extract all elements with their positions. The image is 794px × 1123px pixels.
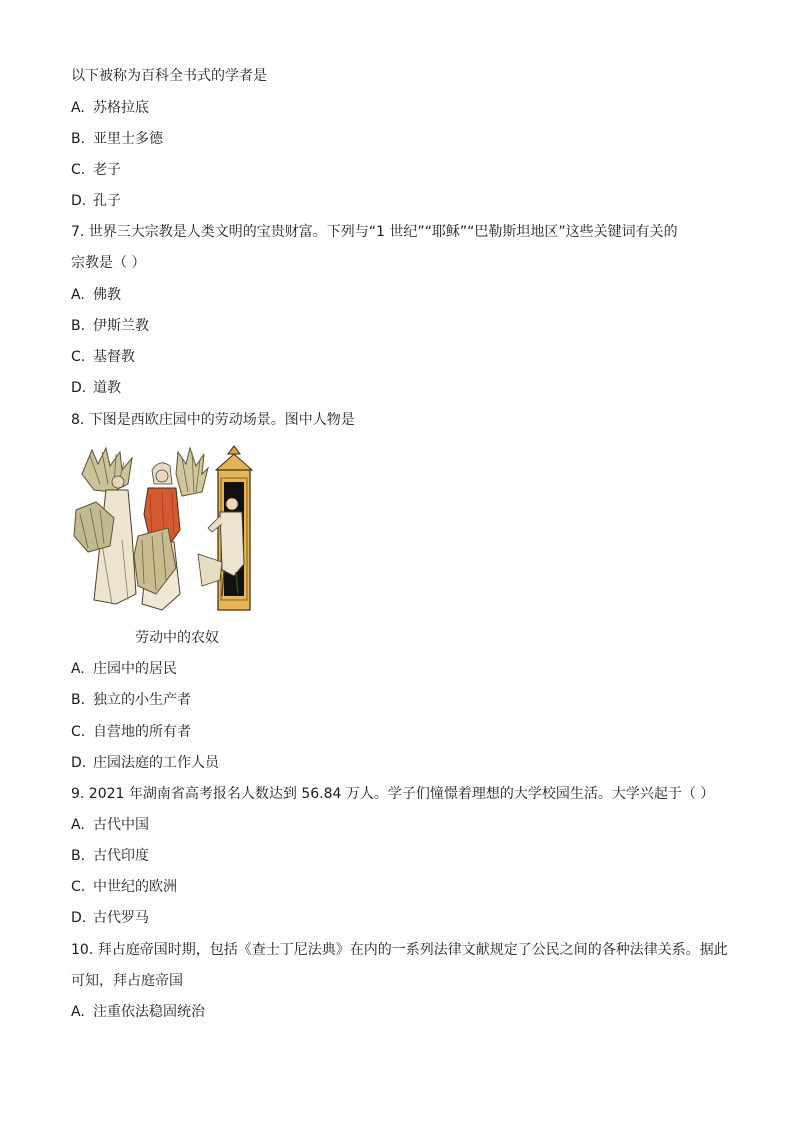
option-letter: D. xyxy=(71,910,87,926)
option-letter: B. xyxy=(71,848,86,864)
option-text: 基督教 xyxy=(93,349,135,365)
option-text: 中世纪的欧洲 xyxy=(93,879,177,895)
q9-option-c xyxy=(71,878,177,896)
q6-option-a xyxy=(71,99,149,117)
option-text: 孔子 xyxy=(93,193,121,209)
option-text: 庄园中的居民 xyxy=(93,661,177,677)
q8-option-d xyxy=(71,754,219,772)
option-letter: B. xyxy=(71,318,86,334)
q9-stem: 9. 2021 年湖南省高考报名人数达到 56.84 万人。学子们憧憬着理想的大学校园生活。大学兴起于（ ） xyxy=(71,786,715,802)
q7-stem-line1: 7. 世界三大宗教是人类文明的宝贵财富。下列与“1 世纪”“耶稣”“巴勒斯坦地区”这些关键词有关的 xyxy=(71,224,678,240)
q7-option-c xyxy=(71,348,135,366)
q7-option-a xyxy=(71,286,121,304)
q6-option-d xyxy=(71,192,121,210)
q7-option-d xyxy=(71,379,121,397)
option-text: 伊斯兰教 xyxy=(93,318,149,334)
option-letter: A. xyxy=(71,287,85,303)
q6-option-b xyxy=(71,130,163,148)
option-text: 独立的小生产者 xyxy=(93,692,191,708)
option-letter: A. xyxy=(71,100,85,116)
q10-stem-line2: 可知，拜占庭帝国 xyxy=(71,973,183,989)
option-letter: D. xyxy=(71,755,87,771)
q8-option-c xyxy=(71,723,191,741)
option-letter: A. xyxy=(71,817,85,833)
option-letter: C. xyxy=(71,724,86,740)
q7-option-b xyxy=(71,317,149,335)
option-text: 古代罗马 xyxy=(93,910,149,926)
option-letter: B. xyxy=(71,692,86,708)
option-text: 古代印度 xyxy=(93,848,149,864)
q6-option-c xyxy=(71,161,121,179)
q8-option-b xyxy=(71,691,191,709)
figure-caption: 劳动中的农奴 xyxy=(135,630,219,646)
option-letter: C. xyxy=(71,349,86,365)
option-text: 老子 xyxy=(93,162,121,178)
q8-option-a xyxy=(71,660,177,678)
q9-option-d xyxy=(71,909,149,927)
option-text: 道教 xyxy=(93,380,121,396)
option-letter: C. xyxy=(71,879,86,895)
option-text: 佛教 xyxy=(93,287,121,303)
option-letter: A. xyxy=(71,1004,85,1020)
option-text: 自营地的所有者 xyxy=(93,724,191,740)
option-letter: D. xyxy=(71,193,87,209)
option-letter: D. xyxy=(71,380,87,396)
option-text: 庄园法庭的工作人员 xyxy=(93,755,219,771)
option-letter: C. xyxy=(71,162,86,178)
option-text: 苏格拉底 xyxy=(93,100,149,116)
option-letter: A. xyxy=(71,661,85,677)
option-text: 亚里士多德 xyxy=(93,131,163,147)
q6-stem: 以下被称为百科全书式的学者是 xyxy=(71,68,267,84)
q7-stem-line2: 宗教是（ ） xyxy=(71,255,146,271)
option-text: 古代中国 xyxy=(93,817,149,833)
q9-option-a xyxy=(71,816,149,834)
q10-stem-line1: 10. 拜占庭帝国时期，包括《查士丁尼法典》在内的一系列法律文献规定了公民之间的各种法律关系。据此 xyxy=(71,942,728,958)
q9-option-b xyxy=(71,847,149,865)
q10-option-a xyxy=(71,1003,205,1021)
option-letter: B. xyxy=(71,131,86,147)
q8-stem: 8. 下图是西欧庄园中的劳动场景。图中人物是 xyxy=(71,412,355,428)
serf-labor-illustration xyxy=(72,444,256,616)
option-text: 注重依法稳固统治 xyxy=(93,1004,205,1020)
